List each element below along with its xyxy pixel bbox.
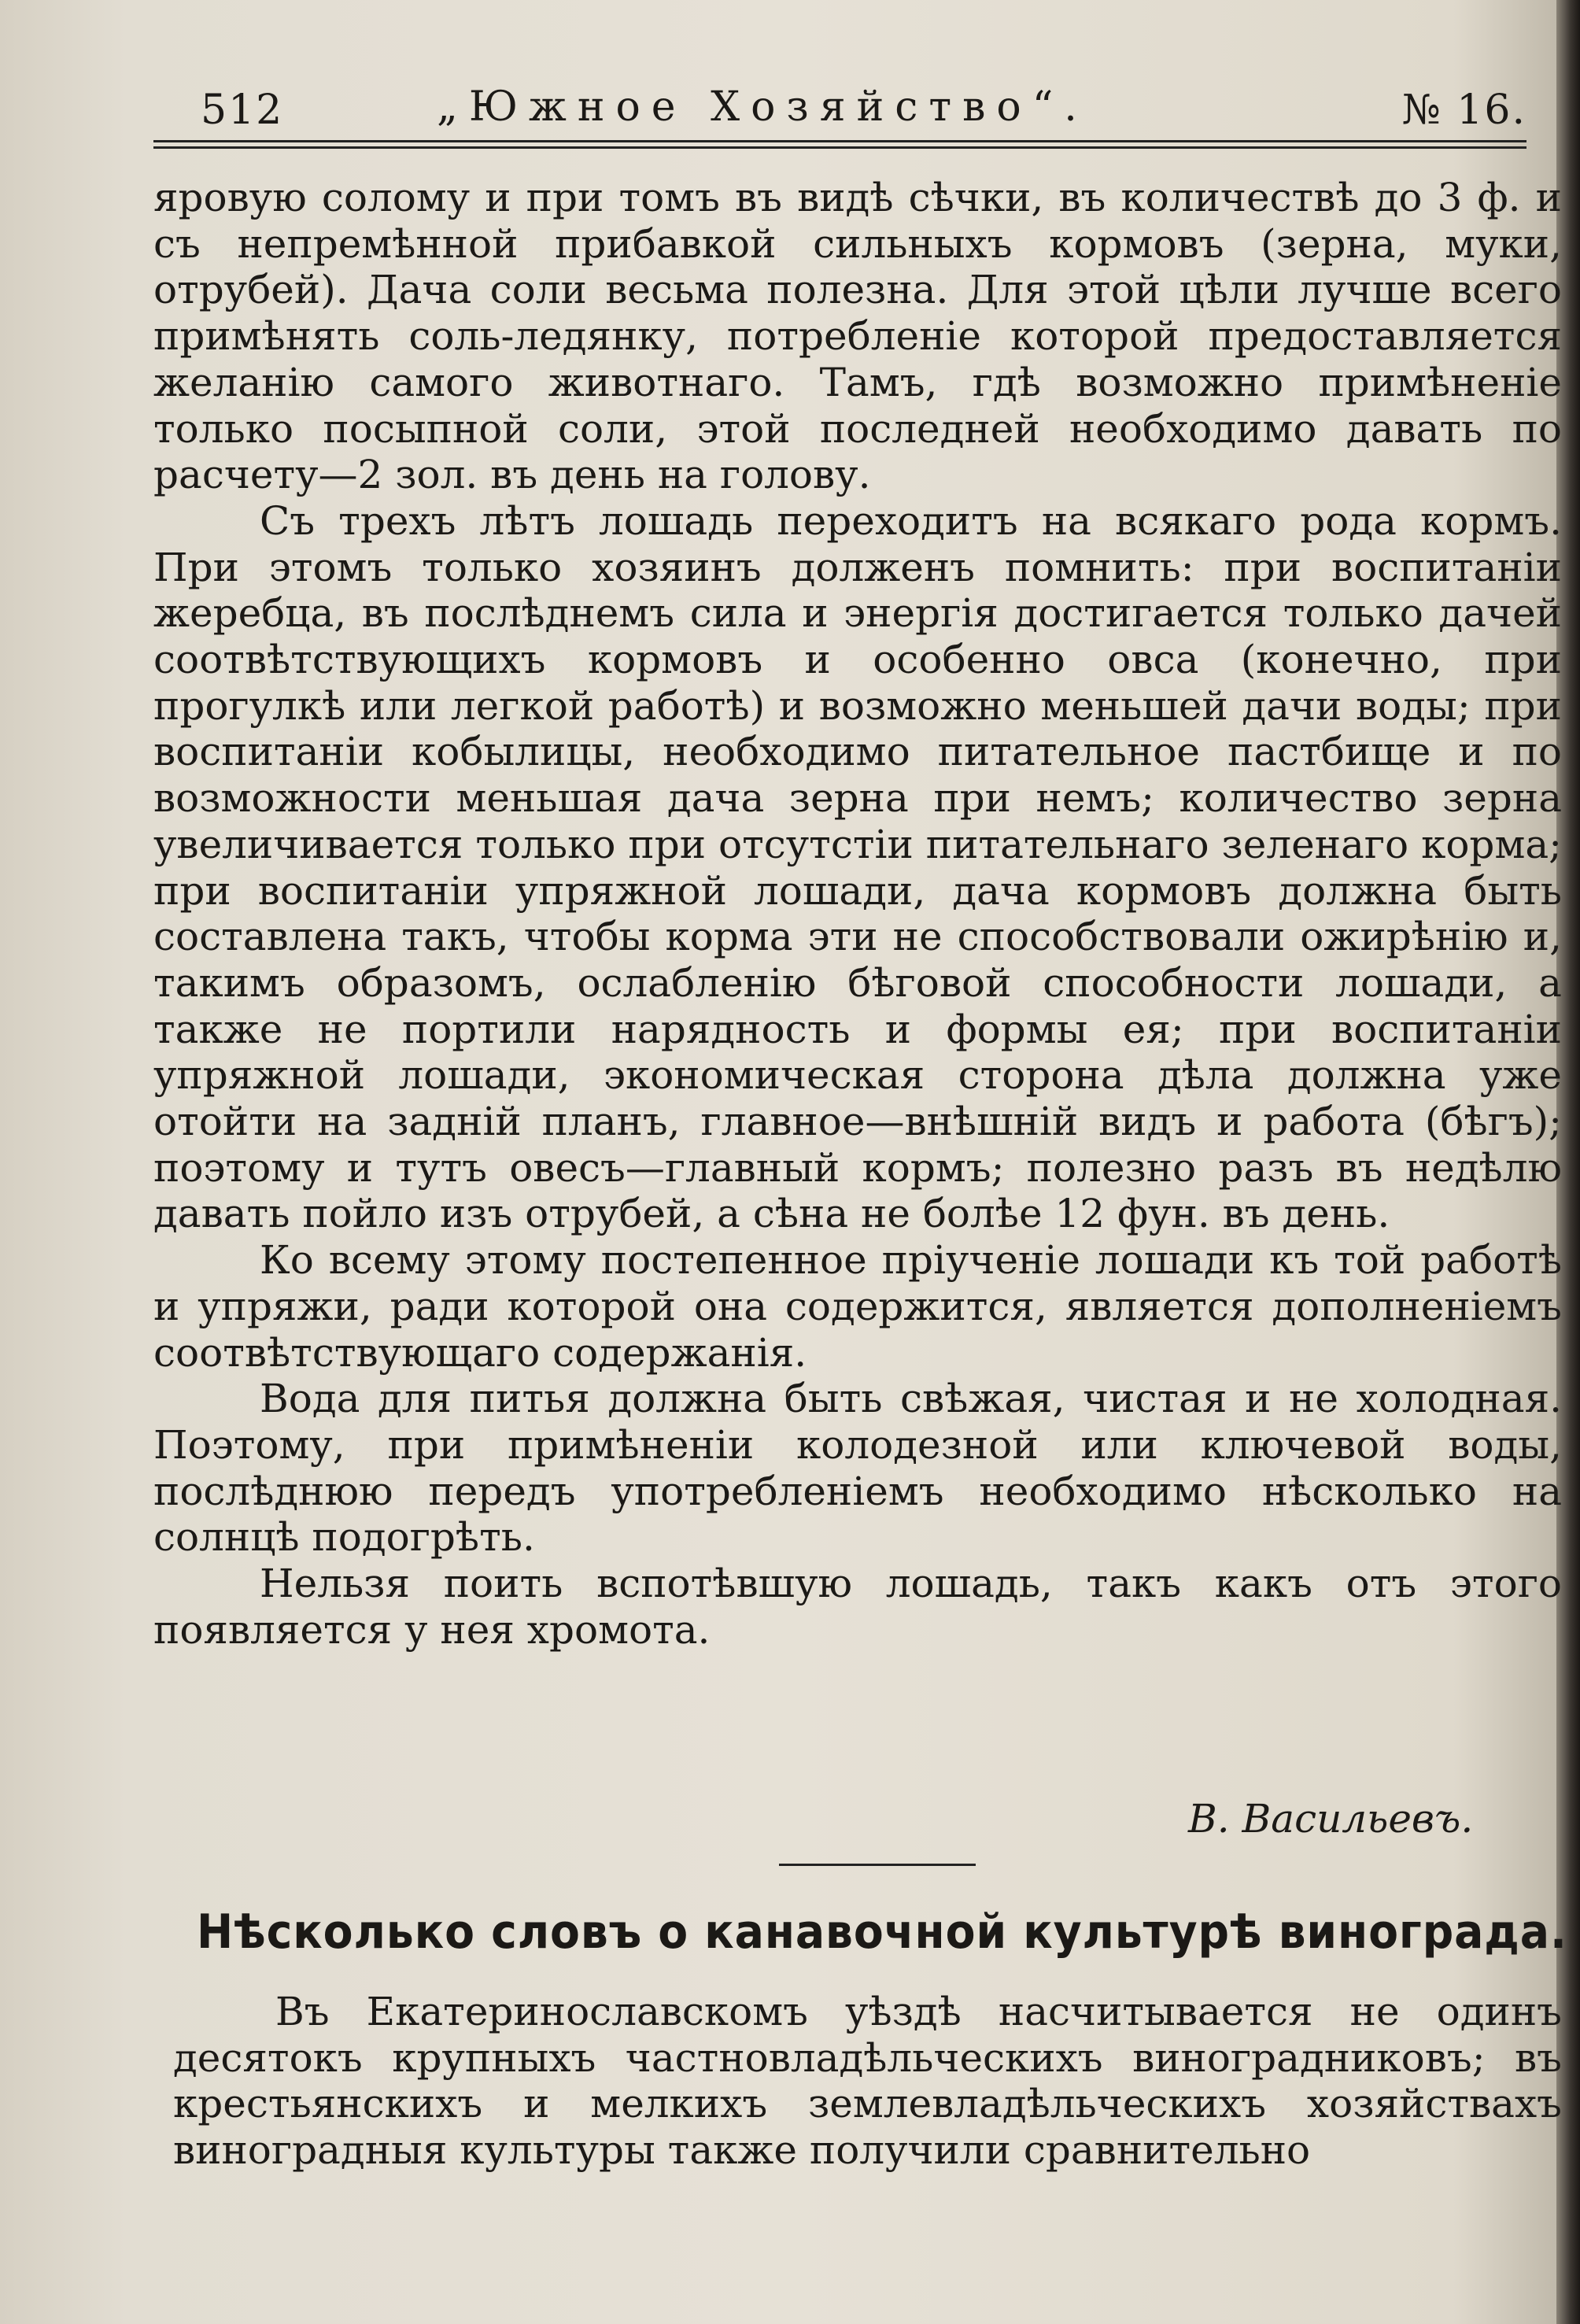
author-signature: В. Васильевъ. [1188,1796,1474,1842]
article-body-previous [153,175,1562,1653]
issue-number: № 16. [1401,87,1526,134]
paragraph-5: Нельзя поить вспотѣвшую лошадь, такъ какъ отъ этого появляется у нея хромота. [153,1561,1562,1653]
page-number: 512 [201,87,284,134]
article-title: Нѣсколько словъ о канавочной культурѣ винограда. [197,1905,1567,1960]
article-paragraph-1: Въ Екатеринославскомъ уѣздѣ насчитывается не одинъ десятокъ крупныхъ частновладѣльческихъ виноградниковъ; въ крестьянскихъ и мелкихъ землевладѣльческихъ хозяйствахъ виноградныя культуры также получили сравнительно [173,1989,1562,2174]
header-rule-bottom [153,146,1526,149]
header-rule-top [153,140,1526,142]
article-body-new [173,1989,1562,2174]
journal-title: „Южное Хозяйство“. [437,83,1088,131]
paragraph-3: Ко всему этому постепенное пріученіе лошади къ той работѣ и упряжи, ради которой она содержится, является дополненіемъ соотвѣтствующаго содержанія. [153,1237,1562,1376]
section-divider [779,1864,976,1866]
running-header [153,79,1526,142]
paragraph-1: яровую солому и при томъ въ видѣ сѣчки, въ количествѣ до 3 ф. и съ непремѣнной прибавкой сильныхъ кормовъ (зерна, муки, отрубей). Дача соли весьма полезна. Для этой цѣли лучше всего примѣнять соль-ледянку, потребленіе которой предоставляется желанію самого животнаго. Тамъ, гдѣ возможно примѣненіе только посыпной соли, этой последней необходимо давать по расчету—2 зол. въ день на голову. [153,175,1562,498]
paragraph-2: Съ трехъ лѣтъ лошадь переходитъ на всякаго рода кормъ. При этомъ только хозяинъ долженъ помнить: при воспитаніи жеребца, въ послѣднемъ сила и энергія достигается только дачей соотвѣтствующихъ кормовъ и особенно овса (конечно, при прогулкѣ или легкой работѣ) и возможно меньшей дачи воды; при воспитаніи кобылицы, необходимо питательное пастбище и по возможности меньшая дача зерна при немъ; количество зерна увеличивается только при отсутстіи питательнаго зеленаго корма; при воспитаніи упряжной лошади, дача кормовъ должна быть составлена такъ, чтобы корма эти не способствовали ожирѣнію и, такимъ образомъ, ослабленію бѣговой способности лошади, а также не портили нарядность и формы ея; при воспитаніи упряжной лошади, экономическая сторона дѣла должна уже отойти на задній планъ, главное—внѣшній видъ и работа (бѣгъ); поэтому и тутъ овесъ—главный кормъ; полезно разъ въ недѣлю давать пойло изъ отрубей, а сѣна не болѣе 12 фун. въ день. [153,497,1562,1237]
paragraph-4: Вода для питья должна быть свѣжая, чистая и не холодная. Поэтому, при примѣненіи колодезной или ключевой воды, послѣднюю передъ употребленіемъ необходимо нѣсколько на солнцѣ подогрѣть. [153,1376,1562,1561]
